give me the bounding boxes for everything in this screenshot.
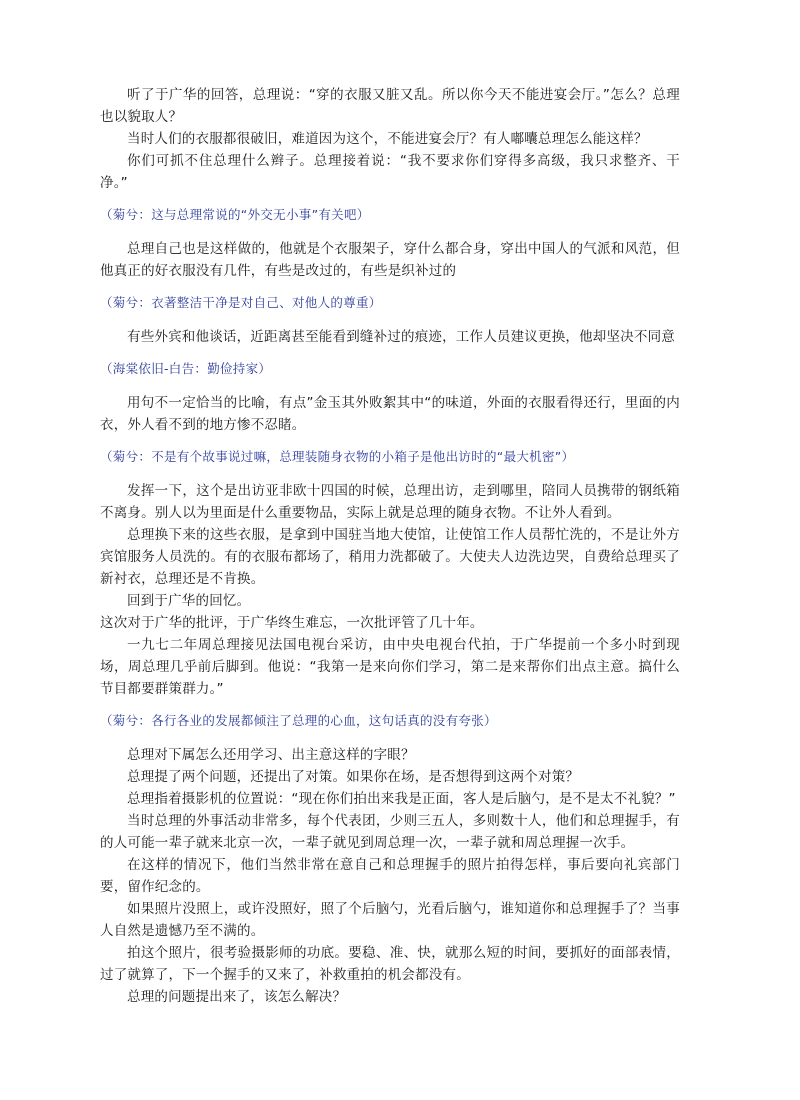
document-body [100, 84, 680, 1008]
reader-comment: （菊兮：衣著整洁干净是对自己、对他人的尊重） [100, 295, 382, 310]
paragraph: 拍这个照片，很考验摄影师的功底。要稳、准、快，就那么短的时间，要抓好的面部表情，过了就算了，下一个握手的又来了，补救重拍的机会都没有。 [100, 945, 680, 983]
reader-comment: （菊兮：不是有个故事说过嘛，总理装随身衣物的小箱子是他出访时的“最大机密”） [100, 449, 575, 464]
reader-comment: （菊兮：这与总理常说的“外交无小事”有关吧） [100, 207, 370, 222]
paragraph: 如果照片没照上，或许没照好，照了个后脑勺，光看后脑勺，谁知道你和总理握手了？当事人自然是遗憾乃至不满的。 [100, 901, 680, 939]
paragraph: 用句不一定恰当的比喻，有点”金玉其外败絮其中“的味道，外面的衣服看得还行，里面的内衣，外人看不到的地方惨不忍睹。 [100, 395, 680, 433]
reader-comment: （海棠依旧-白告：勤俭持家） [100, 361, 272, 376]
paragraph: 这次对于广华的批评，于广华终生难忘，一次批评管了几十年。 [100, 615, 484, 631]
paragraph: 回到于广华的回忆。 [127, 593, 251, 609]
paragraph: 总理对下属怎么还用学习、出主意这样的字眼？ [127, 747, 415, 763]
paragraph: 总理指着摄影机的位置说：“现在你们拍出来我是正面，客人是后脑勺，是不是太不礼貌？” [127, 791, 676, 807]
paragraph: 你们可抓不住总理什么辫子。总理接着说：“我不要求你们穿得多高级，我只求整齐、干净。” [100, 153, 680, 191]
paragraph: 有些外宾和他谈话，近距离甚至能看到缝补过的痕迹，工作人员建议更换，他却坚决不同意 [127, 329, 675, 345]
paragraph: 当时总理的外事活动非常多，每个代表团，少则三五人，多则数十人，他们和总理握手，有的人可能一辈子就来北京一次，一辈子就见到周总理一次，一辈子就和周总理握一次手。 [100, 813, 680, 851]
paragraph: 总理的问题提出来了，该怎么解决？ [127, 989, 347, 1005]
paragraph: 当时人们的衣服都很破旧，难道因为这个，不能进宴会厅？有人嘟囔总理怎么能这样？ [127, 131, 648, 147]
paragraph: 总理提了两个问题，还提出了对策。如果你在场，是否想得到这两个对策？ [127, 769, 580, 785]
paragraph: 听了于广华的回答，总理说：“穿的衣服又脏又乱。所以你今天不能进宴会厅。”怎么？总理也以貌取人？ [100, 87, 680, 125]
paragraph: 发挥一下，这个是出访亚非欧十四国的时候，总理出访，走到哪里，陪同人员携带的钢纸箱不离身。别人以为里面是什么重要物品，实际上就是总理的随身衣物。不让外人看到。 [100, 483, 680, 521]
paragraph: 总理换下来的这些衣服，是拿到中国驻当地大使馆，让使馆工作人员帮忙洗的，不是让外方宾馆服务人员洗的。有的衣服布都场了，稍用力洗都破了。大使夫人边洗边哭，自费给总理买了新衬衣，总理还是不肯换。 [100, 527, 680, 587]
paragraph: 总理自己也是这样做的，他就是个衣服架子，穿什么都合身，穿出中国人的气派和风范，但他真正的好衣服没有几件，有些是改过的，有些是织补过的 [100, 241, 680, 279]
paragraph: 在这样的情况下，他们当然非常在意自己和总理握手的照片拍得怎样，事后要向礼宾部门要，留作纪念的。 [100, 857, 680, 895]
reader-comment: （菊兮：各行各业的发展都倾注了总理的心血，这句话真的没有夸张） [100, 713, 497, 728]
paragraph: 一九七二年周总理接见法国电视台采访，由中央电视台代拍，于广华提前一个多小时到现场，周总理几乎前后脚到。他说：“我第一是来向你们学习，第二是来帮你们出点主意。搞什么节目都要群策群力。” [100, 637, 680, 697]
